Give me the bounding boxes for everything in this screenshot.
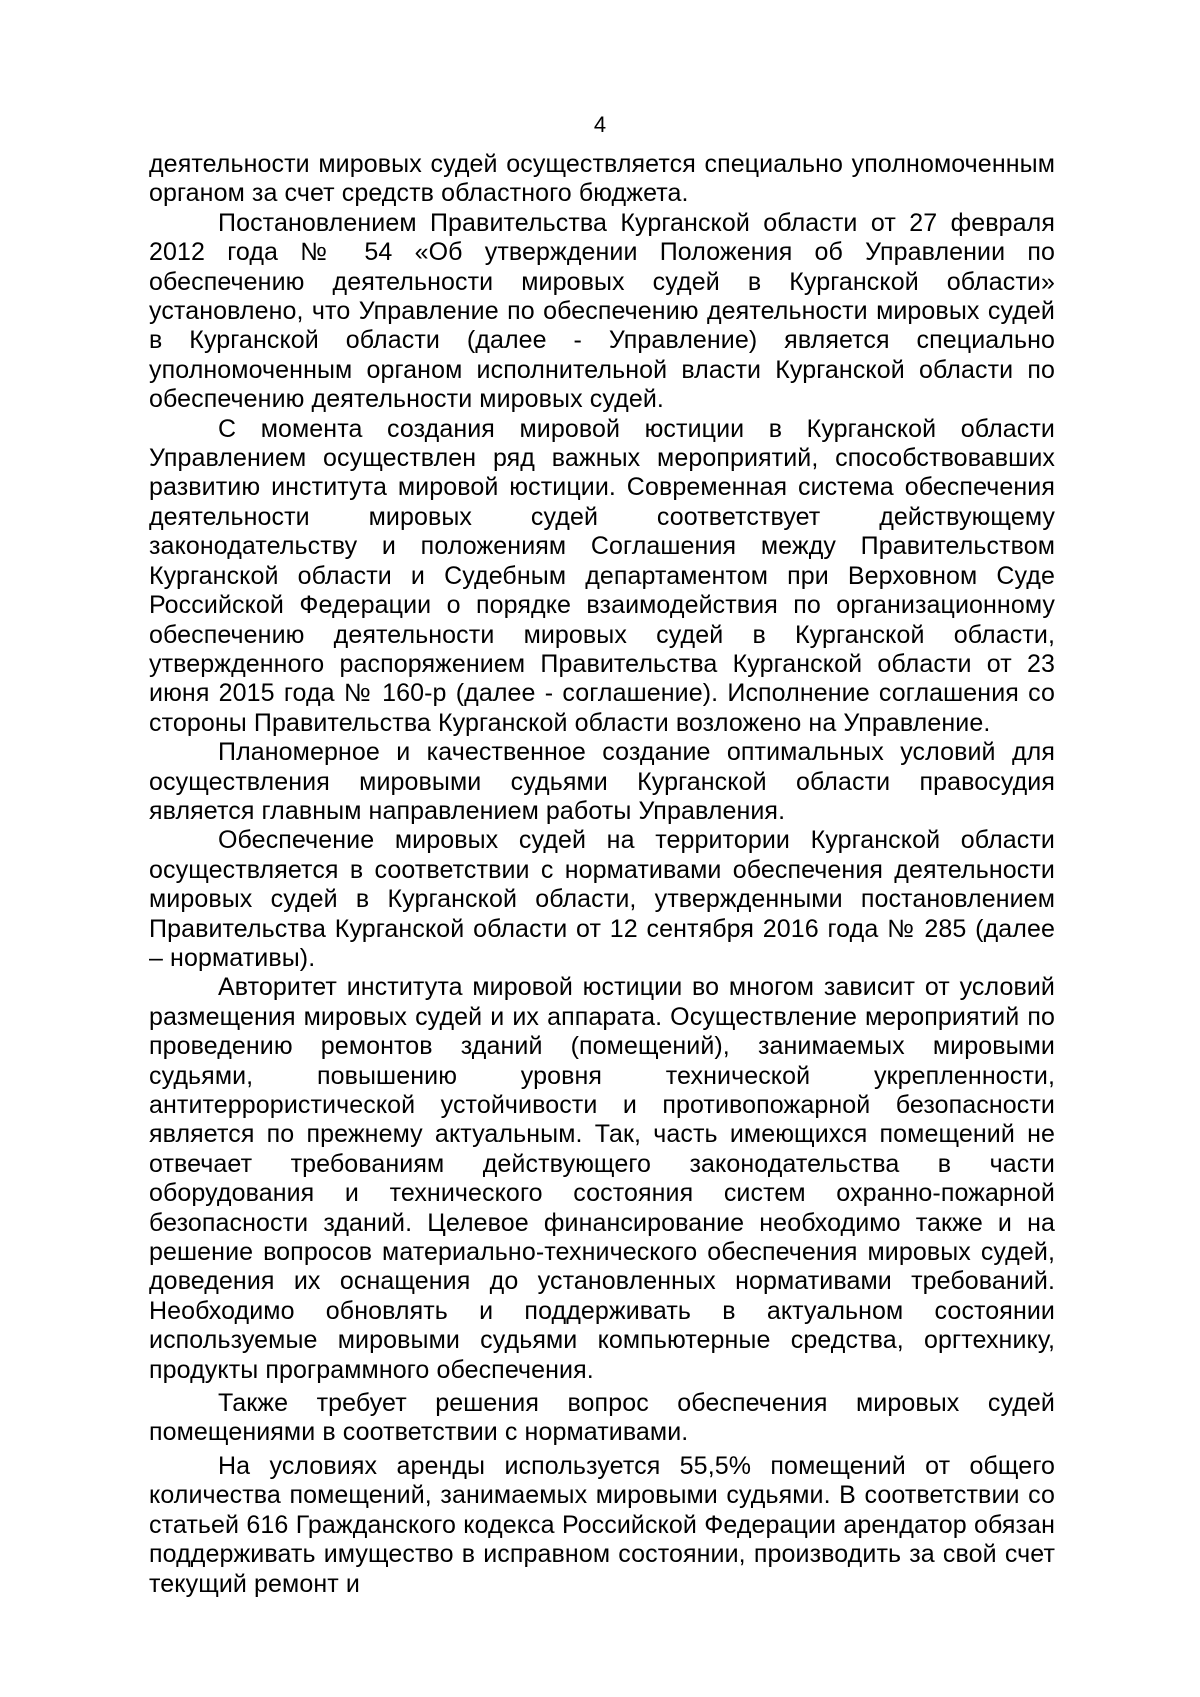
- paragraph-resolution: Постановлением Правительства Курганской области от 27 февраля 2012 года № 54 «Об утверждении Положения об Управлении по обеспечению деятельности мировых судей в Курганской области» установлено, что Управление по обеспечению деятельности мировых судей в Курганской области (далее - Управление) является специально уполномоченным органом исполнительной власти Курганской области по обеспечению деятельности мировых судей.: [149, 208, 1055, 414]
- paragraph-provision: Обеспечение мировых судей на территории Курганской области осуществляется в соответствии с нормативами обеспечения деятельности мировых судей в Курганской области, утвержденными постановлением Правительства Курганской области от 12 сентября 2016 года № 285 (далее – нормативы).: [149, 826, 1055, 972]
- page-number: 4: [593, 112, 607, 137]
- paragraph-lease: На условиях аренды используется 55,5% помещений от общего количества помещений, занимаемых мировыми судьями. В соответствии со статьей 616 Гражданского кодекса Российской Федерации арендатор обязан поддерживать имущество в исправном состоянии, производить за свой счет текущий ремонт и: [149, 1451, 1055, 1598]
- paragraph-premises: Также требует решения вопрос обеспечения мировых судей помещениями в соответствии с нормативами.: [149, 1389, 1055, 1447]
- paragraph-main-direction: Планомерное и качественное создание оптимальных условий для осуществления мировыми судьями Курганской области правосудия является главным направлением работы Управления.: [149, 738, 1055, 825]
- paragraph-history: С момента создания мировой юстиции в Курганской области Управлением осуществлен ряд важных мероприятий, способствовавших развитию института мировой юстиции. Современная система обеспечения деятельности мировых судей соответствует действующему законодательству и положениям Соглашения между Правительством Курганской области и Судебным департаментом при Верховном Суде Российской Федерации о порядке взаимодействия по организационному обеспечению деятельности мировых судей в Курганской области, утвержденного распоряжением Правительства Курганской области от 23 июня 2015 года № 160-р (далее - соглашение). Исполнение соглашения со стороны Правительства Курганской области возложено на Управление.: [149, 414, 1055, 737]
- document-body: [149, 150, 1055, 1599]
- paragraph-continuation: деятельности мировых судей осуществляется специально уполномоченным органом за счет средств областного бюджета.: [149, 150, 1055, 208]
- paragraph-authority: Авторитет института мировой юстиции во многом зависит от условий размещения мировых судей и их аппарата. Осуществление мероприятий по проведению ремонтов зданий (помещений), занимаемых мировыми судьями, повышению уровня технической укрепленности, антитеррористической устойчивости и противопожарной безопасности является по прежнему актуальным. Так, часть имеющихся помещений не отвечает требованиям действующего законодательства в части оборудования и технического состояния систем охранно-пожарной безопасности зданий. Целевое финансирование необходимо также и на решение вопросов материально-технического обеспечения мировых судей, доведения их оснащения до установленных нормативами требований. Необходимо обновлять и поддерживать в актуальном состоянии используемые мировыми судьями компьютерные средства, оргтехнику, продукты программного обеспечения.: [149, 973, 1055, 1384]
